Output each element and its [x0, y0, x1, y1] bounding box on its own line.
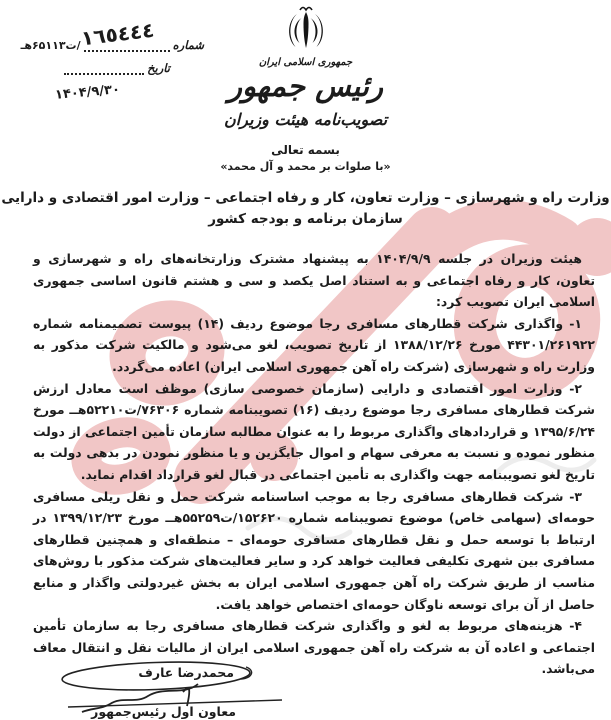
decree-intro: هیئت وزیران در جلسه ۱۴۰۴/۹/۹ به پیشنهاد مشترک وزارتخانه‌های راه و شهرسازی و تعاون، کار و رفاه اجتماعی و به استناد اصل یکصد و سی و هشتم قانون اساسی جمهوری اسلامی ایران تصویب کرد:	[33, 251, 595, 310]
document-type-title: تصویب‌نامه هیئت وزیران	[223, 110, 388, 130]
office-title: رئیس جمهور	[228, 69, 383, 103]
date-handwritten: ۱۴۰۴/۹/۳۰	[54, 82, 121, 103]
date-dotted-line	[64, 62, 144, 75]
decree-item-1: ۱- واگذاری شرکت قطارهای مسافری رجا موضوع ردیف (۱۴) پیوست تصمیمنامه شماره ۴۴۳۰۱/۲۶۱۹۲۲ مورخ ۱۳۸۸/۱۲/۲۶ از تاریخ تصویب، لغو می‌شود و مالکیت شرکت مذکور به وزارت راه و شهرسازی (شرکت راه آهن جمهوری اسلامی ایران) اعاده می‌گردد.	[33, 315, 595, 374]
signature-block	[48, 650, 348, 720]
ref-number-handwritten: ١٦٥٤٤٤	[79, 17, 156, 51]
iran-emblem-icon	[286, 6, 326, 52]
addressee-organization: سازمان برنامه و بودجه کشور	[208, 211, 403, 227]
date-label: تاریخ	[147, 61, 170, 75]
date-row	[8, 61, 204, 75]
decree-item-2: ۲- وزارت امور اقتصادی و دارایی (سازمان خصوصی سازی) موظف است معادل ارزش شرکت قطارهای مسافری رجا موضوع ردیف (۱۶) تصویبنامه شماره ۷۶۳۰۶/ت۵۲۲۱۰هــ مورخ ۱۳۹۵/۶/۲۴ و قراردادهای واگذاری مربوط را به عنوان مطالبه سازمان تأمین اجتماعی از دولت منظور نموده و نسبت به معرفی سهام و اموال جایگزین و یا منظور نمودن در بدهی دولت به تاریخ لغو تصویبنامه جهت واگذاری به تأمین اجتماعی در قبال لغو قرارداد اقدام نماید.	[33, 380, 595, 482]
country-name: جمهوری اسلامی ایران	[258, 57, 353, 68]
ref-number-label: شماره	[172, 38, 204, 52]
ref-number-suffix: /ت۶۵۱۱۳هـ	[20, 39, 81, 52]
signer-name: محمدرضا عارف	[138, 665, 234, 680]
besmele: بسمه تعالی	[271, 143, 340, 157]
reference-stamp-block	[8, 17, 204, 103]
addressee-ministries: وزارت راه و شهرسازی – وزارت تعاون، کار و رفاه اجتماعی – وزارت امور اقتصادی و دارایی	[1, 190, 610, 206]
invocation-block	[0, 143, 611, 173]
addressees-block	[0, 190, 611, 227]
decree-item-3: ۳- شرکت قطارهای مسافری رجا به موجب اساسنامه شرکت حمل و نقل ریلی مسافری حومه‌ای (سهامی خاص) موضوع تصویبنامه شماره ۱۵۲۶۲۰/ت۵۵۲۵۹هــ مورخ ۱۳۹۹/۱۲/۲۳ در ارتباط با توسعه حمل و نقل قطارهای مسافری حومه‌ای – منطقه‌ای و همچنین قطارهای مسافری بین شهری تکلیفی فعالیت خواهد کرد و سایر فعالیت‌های شرکت مذکور با روش‌های مناسب از طریق شرکت راه آهن جمهوری اسلامی ایران به بخش غیردولتی واگذار و منابع حاصل از آن برای توسعه ناوگان حومه‌ای اختصاص خواهد یافت.	[33, 488, 595, 612]
signer-title: معاون اول رئیس‌جمهور	[91, 704, 236, 719]
salawat-line: «با صلوات بر محمد و آل محمد»	[220, 160, 391, 173]
decree-body	[33, 248, 595, 680]
decree-item-4: ۴- هزینه‌های مربوط به لغو و واگذاری شرکت قطارهای مسافری رجا به سازمان تأمین اجتماعی و اعاده آن به شرکت راه آهن جمهوری اسلامی ایران از مالیات نقل و انتقال معاف می‌باشد.	[33, 618, 595, 677]
